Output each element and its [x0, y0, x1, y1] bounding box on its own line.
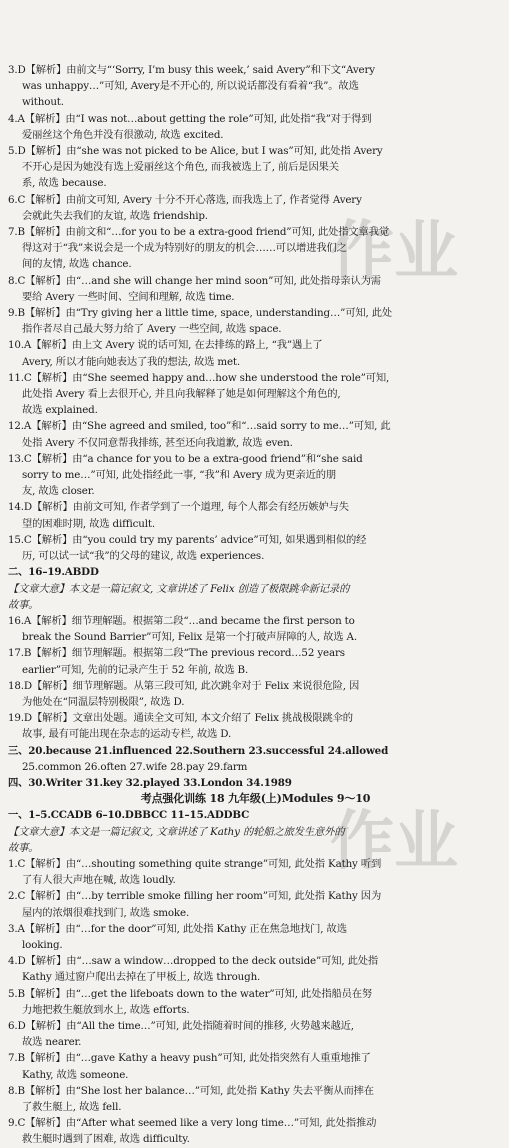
text-line: 为他处在“同温层特别极限”, 故选 D. — [22, 695, 185, 708]
text-line: 间的友情, 故选 chance. — [22, 258, 132, 271]
text-line: 8.B【解析】由“She lost her balance…”可知, 此处指 Kathy 失去平衡从而摔在 — [8, 1084, 374, 1097]
text-line: 9.C【解析】由“After what seemed like a very long time…”可知, 此处指推动 — [8, 1117, 377, 1130]
text-line: Avery, 所以才能向她表达了我的想法, 故选 met. — [22, 355, 241, 368]
text-line: 9.B【解析】由“Try giving her a little time, space, understanding…”可知, 此处 — [8, 307, 393, 320]
watermark: 作业 — [330, 805, 458, 879]
text-line: 故选 nearer. — [22, 1036, 82, 1049]
text-line: 望的困难时期, 故选 difficult. — [22, 517, 155, 530]
text-line: 要给 Avery 一些时间、空间和理解, 故选 time. — [22, 290, 235, 303]
text-line: 8.C【解析】由“…and she will change her mind soon”可知, 此处指母亲认为需 — [8, 274, 381, 287]
text-line: 2.C【解析】由“…by terrible smoke filling her room”可知, 此处指 Kathy 因为 — [8, 890, 382, 903]
text-line: 救生艇时遇到了困难, 故选 difficulty. — [22, 1133, 190, 1146]
text-line: without. — [22, 96, 64, 109]
text-line: 1.C【解析】由“…shouting something quite strange”可知, 此处指 Kathy 听到 — [8, 857, 382, 870]
text-line: 18.D【解析】细节理解题。从第三段可知, 此次跳伞对于 Felix 来说很危险, 因 — [8, 679, 360, 692]
text-line: sorry to me…”可知, 此处指经此一事, “我”和 Avery 成为更亲近的朋 — [22, 469, 337, 482]
text-line: 16.A【解析】细节理解题。根据第二段“…and became the first person to — [8, 614, 355, 627]
text-line: 25.common 26.often 27.wife 28.pay 29.farm — [22, 760, 248, 773]
text-line: 二、16–19.ABDD — [8, 566, 99, 579]
text-line: 19.D【解析】文章出处题。通读全文可知, 本文介绍了 Felix 挑战极限跳伞的 — [8, 712, 353, 725]
text-line: 6.C【解析】由前文可知, Avery 十分不开心落选, 而我选上了, 作者觉得 Avery — [8, 193, 362, 206]
text-line: Kathy 通过窗户爬出去掉在了甲板上, 故选 through. — [22, 971, 261, 984]
text-line: 3.D【解析】由前文与“‘Sorry, I’m busy this week,’ said Avery”和下文“Avery — [8, 64, 375, 76]
text-line: 了有人很大声地在喊, 故选 loudly. — [22, 874, 176, 887]
text-line: 此处指 Avery 看上去很开心, 并且向我解释了她是如何理解这个角色的, — [22, 388, 341, 401]
text-line: 17.B【解析】细节理解题。根据第二段“The previous record…52 years — [8, 647, 345, 660]
text-line: 系, 故选 because. — [22, 177, 107, 190]
text-line: 7.B【解析】由“…gave Kathy a heavy push”可知, 此处指突然有人重重地推了 — [8, 1052, 371, 1065]
summary-line: 故事。 — [8, 598, 39, 611]
text-line: 力地把救生艇放到水上, 故选 efforts. — [22, 1003, 190, 1016]
text-line: 4.A【解析】由“I was not…about getting the role”可知, 此处指“我”对于得到 — [8, 112, 372, 125]
summary-line: 【文章大意】本文是一篇记叙文, 文章讲述了 Kathy 的轮船之旅发生意外的 — [8, 825, 345, 838]
text-line: 5.D【解析】由“she was not picked to be Alice, but I was”可知, 此处指 Avery — [8, 145, 383, 158]
text-line: 15.C【解析】由“you could try my parents’ advice”可知, 如果遇到相似的经 — [8, 533, 367, 546]
text-line: Kathy, 故选 someone. — [22, 1068, 129, 1081]
text-line: was unhappy…”可知, Avery是不开心的, 所以说话都没有看着“我”。故选 — [22, 80, 359, 93]
summary-line: 【文章大意】本文是一篇记叙文, 文章讲述了 Felix 创造了极限跳伞新记录的 — [8, 582, 350, 595]
section-heading: 考点强化训练 18 九年级(上)Modules 9～10 — [140, 792, 371, 806]
text-line: 历, 可以试一试“我”的父母的建议, 故选 experiences. — [22, 550, 265, 563]
text-line: 不开心是因为她没有选上爱丽丝这个角色, 而我被选上了, 前后是因果关 — [22, 161, 339, 174]
text-line: looking. — [22, 938, 63, 951]
text-line: 处指 Avery 不仅同意帮我排练, 甚至还向我道歉, 故选 even. — [22, 436, 293, 449]
text-line: 一、1–5.CCADB 6–10.DBBCC 11–15.ADDBC — [8, 809, 250, 822]
text-line: 6.D【解析】由“All the time…”可知, 此处指随着时间的推移, 火势越来越近, — [8, 1019, 354, 1032]
text-line: 3.A【解析】由“…for the door”可知, 此处指 Kathy 正在焦急地找门, 故选 — [8, 922, 347, 935]
text-line: 7.B【解析】由前文和“…for you to be a extra-good friend”可知, 此处指文章我觉 — [8, 226, 389, 239]
text-line: 11.C【解析】由“She seemed happy and…how she understood the role”可知, — [8, 371, 390, 384]
text-line: 5.B【解析】由“…get the lifeboats down to the water”可知, 此处指船员在努 — [8, 987, 373, 1000]
text-line: 会就此失去我们的友谊, 故选 friendship. — [22, 209, 208, 222]
text-line: break the Sound Barrier”可知, Felix 是第一个打破声屏障的人, 故选 A. — [22, 631, 357, 644]
text-line: 故选 explained. — [22, 404, 98, 417]
text-line: 屋内的浓烟很难找到门, 故选 smoke. — [22, 906, 190, 919]
text-line: earlier”可知, 先前的记录产生于 52 年前, 故选 B. — [22, 663, 249, 676]
text-line: 三、20.because 21.influenced 22.Southern 23.successful 24.allowed — [8, 744, 389, 757]
text-line: 10.A【解析】由上文 Avery 说的话可知, 在去排练的路上, “我”遇上了 — [8, 339, 323, 352]
watermark: 作业 — [330, 215, 458, 289]
summary-line: 故事。 — [8, 841, 39, 854]
answer-text-block — [8, 62, 503, 1148]
text-line: 故事, 最有可能出现在杂志的运动专栏, 故选 D. — [22, 728, 232, 741]
text-line: 12.A【解析】由“She agreed and smiled, too”和“…said sorry to me…”可知, 此 — [8, 420, 391, 433]
text-line: 爱丽丝这个角色并没有很激动, 故选 excited. — [22, 128, 224, 141]
text-line: 了救生艇上, 故选 fell. — [22, 1101, 122, 1113]
text-line: 得这对于“我”来说会是一个成为特别好的朋友的机会……可以增进我们之 — [22, 242, 347, 255]
text-line: 友, 故选 closer. — [22, 485, 95, 498]
text-line: 四、30.Writer 31.key 32.played 33.London 34.1989 — [8, 776, 292, 789]
text-line: 13.C【解析】由“a chance for you to be a extra-good friend”和“she said — [8, 452, 363, 465]
text-line: 指作者尽自己最大努力给了 Avery 一些空间, 故选 space. — [22, 323, 282, 336]
text-line: 4.D【解析】由“…saw a window…dropped to the deck outside”可知, 此处指 — [8, 955, 379, 968]
text-line: 14.D【解析】由前文可知, 作者学到了一个道理, 每个人都会有经历嫉妒与失 — [8, 501, 349, 514]
